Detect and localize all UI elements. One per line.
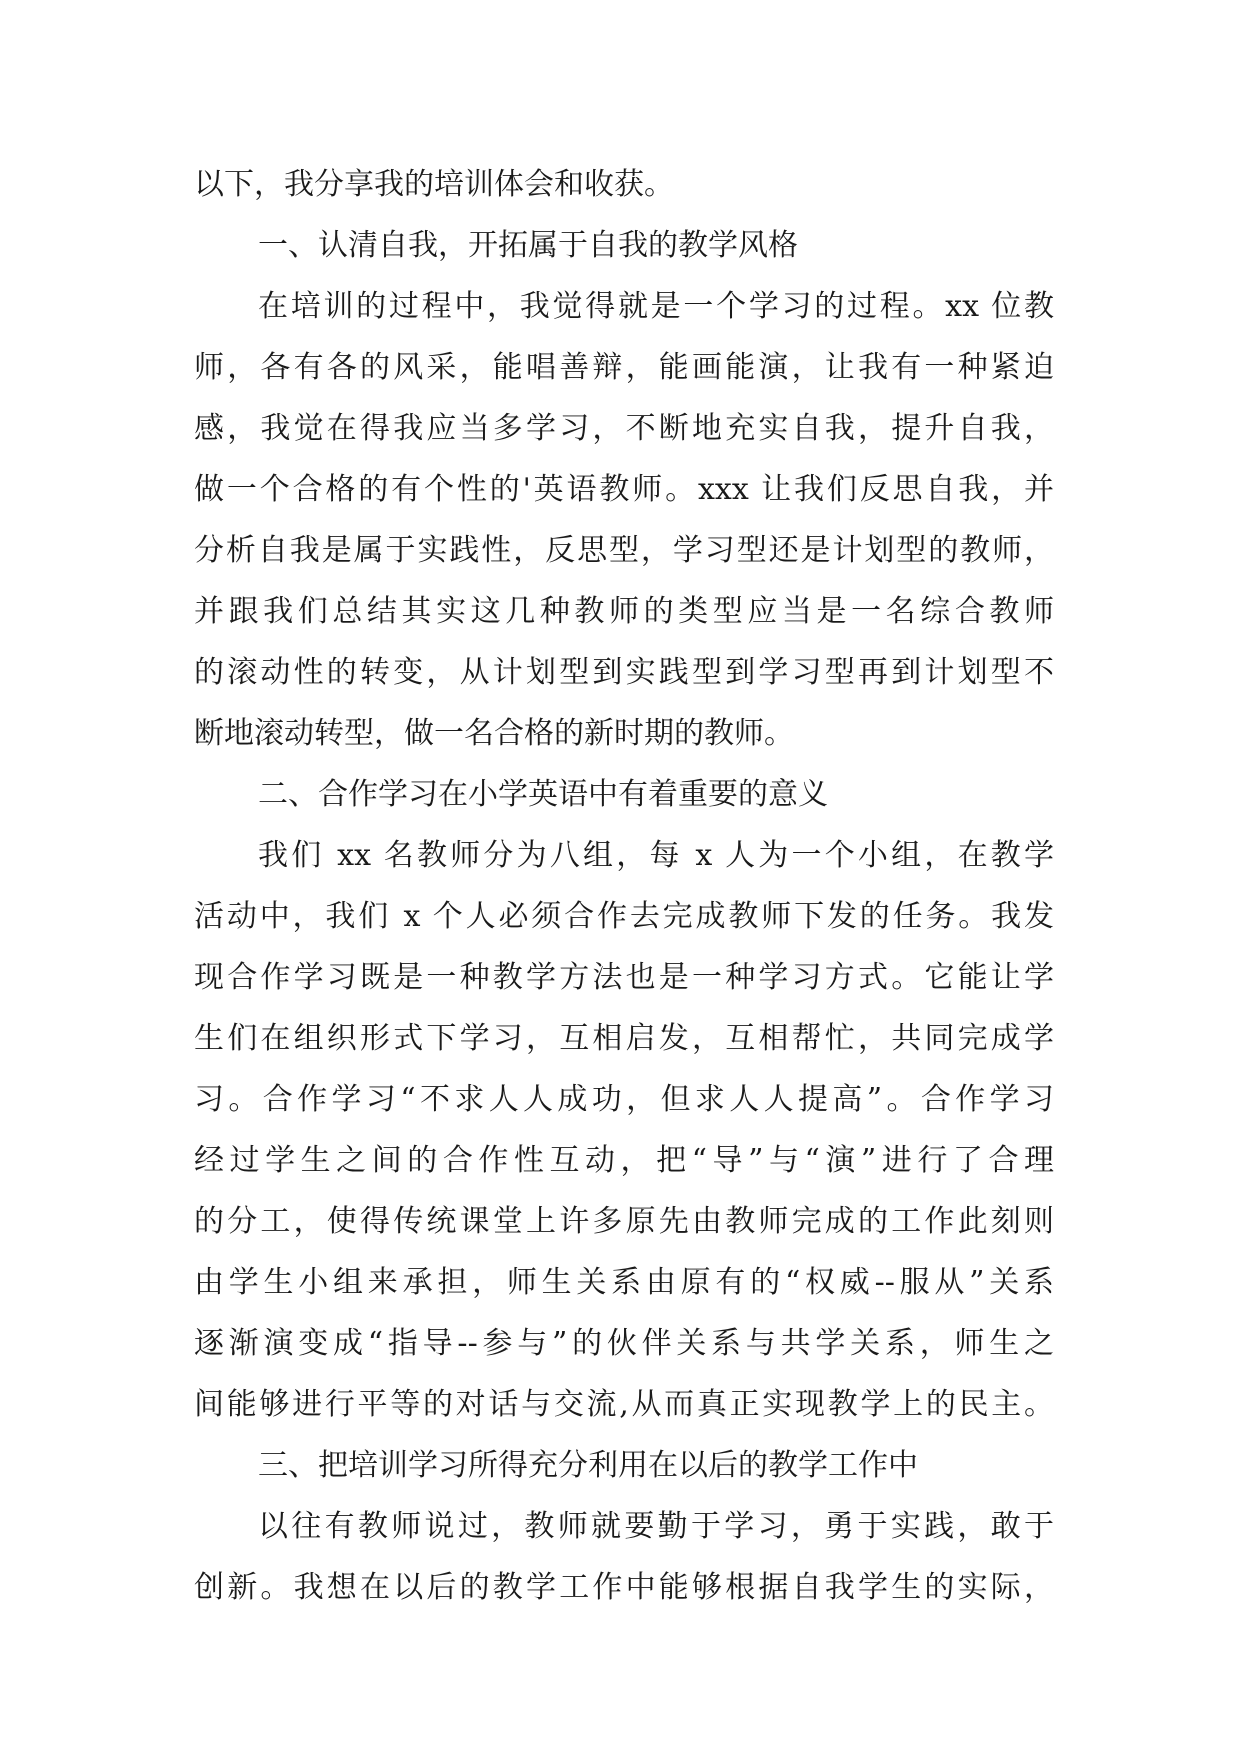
paragraph-line: 做一个合格的有个性的'英语教师。xxx 让我们反思自我，并 <box>194 472 1054 507</box>
paragraph-line: 经过学生之间的合作性互动，把“导”与“演”进行了合理 <box>194 1143 1054 1178</box>
paragraph-line: 逐渐演变成“指导--参与”的伙伴关系与共学关系，师生之 <box>194 1326 1054 1361</box>
paragraph-line: 活动中，我们 x 个人必须合作去完成教师下发的任务。我发 <box>194 899 1054 934</box>
paragraph-line: 的滚动性的转变，从计划型到实践型到学习型再到计划型不 <box>194 655 1054 690</box>
paragraph-first-line: 二、合作学习在小学英语中有着重要的意义 <box>258 777 828 812</box>
paragraph-first-line: 以往有教师说过，教师就要勤于学习，勇于实践，敢于 <box>258 1509 1054 1544</box>
paragraph-line: 师，各有各的风采，能唱善辩，能画能演，让我有一种紧迫 <box>194 350 1054 385</box>
paragraph-line: 感，我觉在得我应当多学习，不断地充实自我，提升自我， <box>194 411 1054 446</box>
paragraph-first-line: 一、认清自我，开拓属于自我的教学风格 <box>258 228 798 263</box>
document-body <box>194 154 1054 1618</box>
paragraph-line: 断地滚动转型，做一名合格的新时期的教师。 <box>194 716 794 751</box>
paragraph-line: 生们在组织形式下学习，互相启发，互相帮忙，共同完成学 <box>194 1021 1054 1056</box>
paragraph-first-line: 三、把培训学习所得充分利用在以后的教学工作中 <box>258 1448 918 1483</box>
paragraph-line: 以下，我分享我的培训体会和收获。 <box>194 167 674 202</box>
paragraph-line: 分析自我是属于实践性，反思型，学习型还是计划型的教师， <box>194 533 1054 568</box>
paragraph-line: 由学生小组来承担，师生关系由原有的“权威--服从”关系 <box>194 1265 1054 1300</box>
paragraph-line: 的分工，使得传统课堂上许多原先由教师完成的工作此刻则 <box>194 1204 1054 1239</box>
paragraph-first-line: 在培训的过程中，我觉得就是一个学习的过程。xx 位教 <box>258 289 1054 324</box>
paragraph-line: 习。合作学习“不求人人成功，但求人人提高”。合作学习 <box>194 1082 1054 1117</box>
paragraph-line: 并跟我们总结其实这几种教师的类型应当是一名综合教师 <box>194 594 1054 629</box>
paragraph-line: 创新。我想在以后的教学工作中能够根据自我学生的实际， <box>194 1570 1054 1605</box>
paragraph-first-line: 我们 xx 名教师分为八组，每 x 人为一个小组，在教学 <box>258 838 1054 873</box>
paragraph-line: 现合作学习既是一种教学方法也是一种学习方式。它能让学 <box>194 960 1054 995</box>
paragraph-line: 间能够进行平等的对话与交流,从而真正实现教学上的民主。 <box>194 1387 1054 1422</box>
